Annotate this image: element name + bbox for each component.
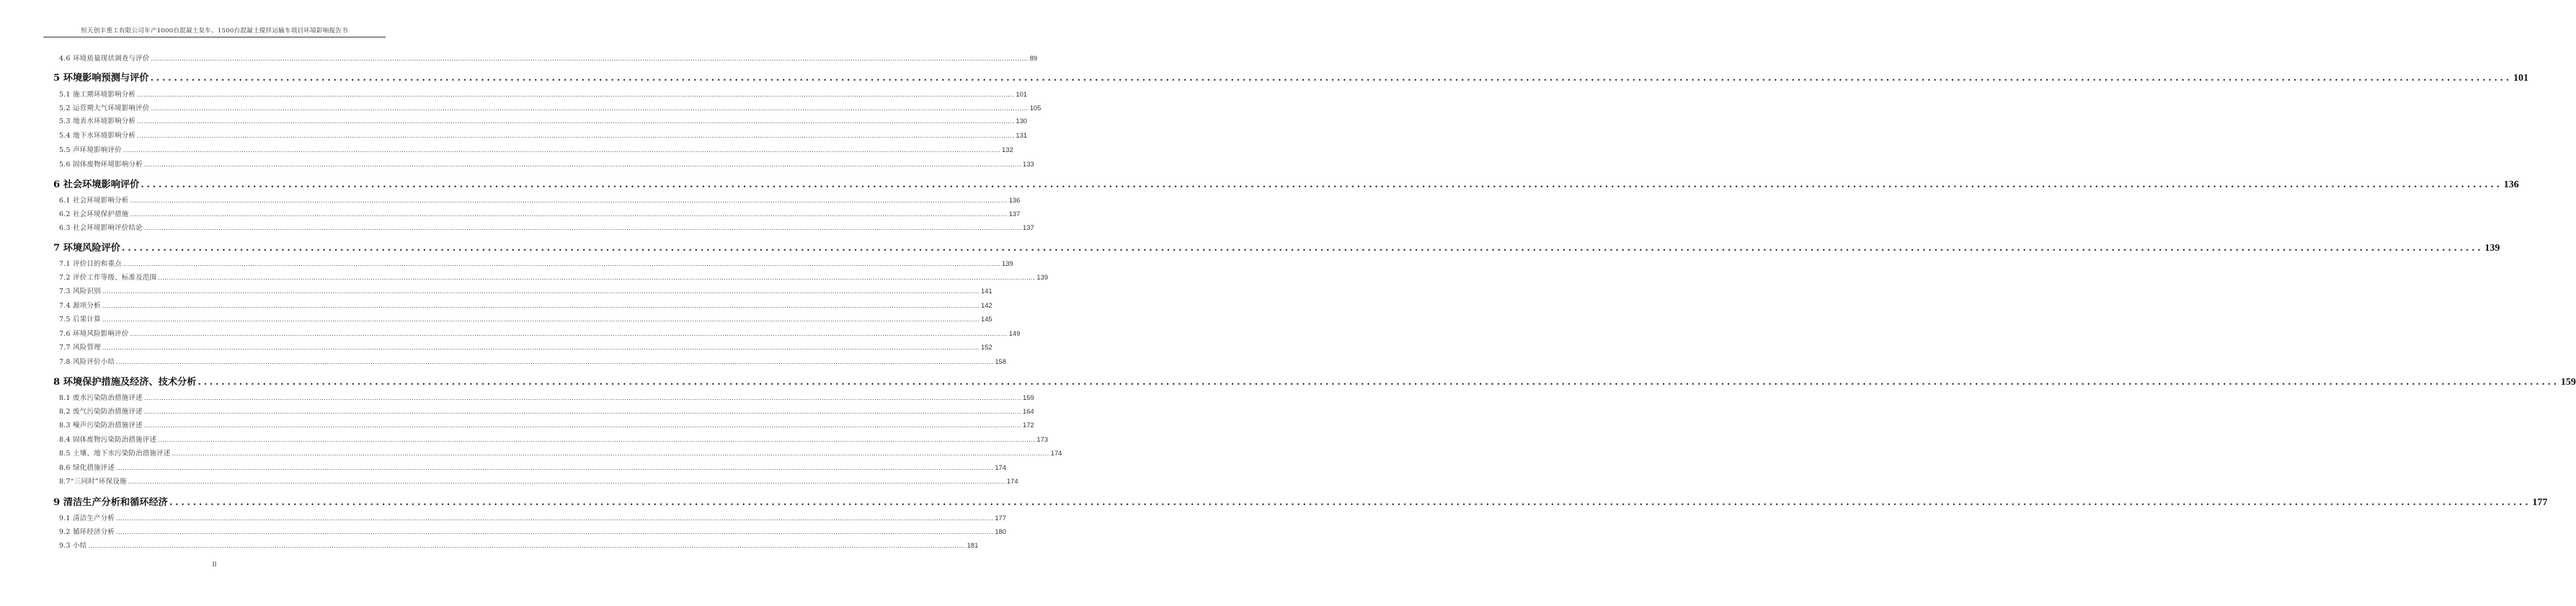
page-number: II <box>212 561 217 568</box>
toc-entry-page: 177 <box>995 514 1006 522</box>
toc-entry-page: 159 <box>1023 393 1034 401</box>
toc-entry-title: 7.7 风险管理 <box>59 344 101 352</box>
toc-dot-leader: ................................................................................................................................................................................................................................................................................................................................................................................................................ <box>143 225 1022 231</box>
toc-entry-page: 139 <box>1002 259 1013 267</box>
toc-dot-leader: ................................................................................................................................................................................................................................................................................................................................................................................................................ <box>143 409 1022 415</box>
toc-entry-title: 8 环境保护措施及经济、技术分析 <box>53 377 197 388</box>
toc-entry-page: 180 <box>995 527 1006 535</box>
toc-dot-leader: ................................................................................................................................................................................................................................................................................................................................................................................................................ <box>102 288 980 295</box>
toc-dot-leader: ................................................................................................................................................................................................................................................................................................................................................................................................................ <box>172 450 1049 457</box>
toc-dot-leader: ................................................................................................................................................................................................................................................................................................................................................................................................................ <box>128 478 1005 485</box>
toc-dot-leader: ................................................................................................................................................................................................................................................................................................................................................................................................................ <box>151 55 1029 62</box>
toc-section-entry[interactable] <box>59 540 979 550</box>
toc-entry-page: 139 <box>2484 243 2500 254</box>
toc-section-entry[interactable] <box>59 526 1006 536</box>
toc-entry-title: 5.1 施工期环境影响分析 <box>59 91 136 99</box>
toc-section-entry[interactable] <box>59 195 1021 205</box>
toc-entry-page: 159 <box>2560 377 2576 388</box>
toc-entry-title: 8.6 绿化措施评述 <box>59 464 115 472</box>
toc-entry-title: 8.2 废气污染防治措施评述 <box>59 408 143 416</box>
toc-entry-title: 6 社会环境影响评价 <box>53 179 140 190</box>
toc-section-entry[interactable] <box>59 208 1021 218</box>
toc-entry-page: 181 <box>967 541 979 549</box>
toc-dot-leader: ................................................................................................................................................................................................................................................................................................................................................................................................................ <box>137 92 1015 98</box>
toc-entry-title: 5.5 声环境影响评价 <box>59 146 122 154</box>
toc-entry-title: 7.2 评价工作等级、标准及范围 <box>59 274 157 282</box>
toc-section-entry[interactable] <box>59 406 1034 416</box>
toc-section-entry[interactable] <box>59 53 1038 63</box>
toc-entry-title: 7.5 后果计算 <box>59 316 101 324</box>
toc-dot-leader: ................................................................................................................................................................................................................................................................................................................................................................................................................ <box>102 303 980 309</box>
toc-dot-leader: ................................................................................................................................................................................................................................................................................................................................................................................................................ <box>143 161 1022 168</box>
toc-dot-leader: ................................................................................................................................................................................................................................................................................................................................................................................................................ <box>158 437 1036 443</box>
toc-entry-page: 136 <box>2503 179 2519 190</box>
toc-entry-page: 137 <box>1008 210 1021 218</box>
toc-entry-title: 5.6 固体废物环境影响分析 <box>59 161 143 169</box>
toc-entry-page: 142 <box>980 301 992 309</box>
toc-entry-title: 8.4 固体废物污染防治措施评述 <box>59 436 157 444</box>
toc-entry-title: 9.1 清洁生产分析 <box>59 514 115 522</box>
toc-entry-title: 5 环境影响预测与评价 <box>53 73 149 84</box>
toc-entry-page: 177 <box>2532 497 2548 508</box>
toc-dot-leader: ................................................................................................................................................................................................................................................................................................................................................................................................................ <box>130 211 1008 218</box>
toc-entry-page: 101 <box>1016 90 1028 98</box>
toc-dot-leader: ................................................................................................................................................................................................................................................................................................................................................................................................................ <box>143 395 1022 401</box>
toc-dot-leader: ................................................................................................................................................................................................................................................................................................................................................................................................................ <box>143 422 1022 429</box>
toc-section-entry[interactable] <box>59 356 1006 366</box>
toc-section-entry[interactable] <box>59 392 1034 402</box>
toc-entry-page: 164 <box>1023 407 1034 415</box>
toc-entry-title: 7.3 风险识别 <box>59 288 101 295</box>
toc-entry-title: 8.1 废水污染防治措施评述 <box>59 394 143 402</box>
toc-entry-page: 136 <box>1008 196 1021 204</box>
toc-section-entry[interactable] <box>59 328 1021 338</box>
toc-entry-page: 133 <box>1023 160 1034 168</box>
toc-entry-title: 9 清洁生产分析和循环经济 <box>53 497 168 508</box>
toc-section-entry[interactable] <box>59 476 1018 486</box>
toc-section-entry[interactable] <box>59 313 992 324</box>
toc-section-entry[interactable] <box>59 272 1049 282</box>
toc-entry-title: 5.4 地下水环境影响分析 <box>59 132 136 140</box>
toc-entry-page: 174 <box>995 463 1006 471</box>
toc-entry-title: 7 环境风险评价 <box>53 243 120 254</box>
toc-dot-leader: ................................................................................................................................................................................................................................................................................................................................................................................................................ <box>130 197 1008 204</box>
toc-section-entry[interactable] <box>59 222 1034 232</box>
toc-dot-leader: ................................................................................................................................................................................................................................................................................................................................................................................................................ <box>102 344 980 351</box>
toc-entry-page: 158 <box>995 357 1006 365</box>
toc-dot-leader: ................................................................................................................................................................................................................................................................................................................................................................................................................ <box>123 147 1001 153</box>
toc-entry-page: 173 <box>1036 435 1049 443</box>
toc-entry-page: 137 <box>1023 223 1034 231</box>
toc-entry-page: 145 <box>980 315 992 323</box>
toc-entry-title: 6.2 社会环境保护措施 <box>59 210 129 218</box>
toc-entry-page: 172 <box>1023 421 1034 429</box>
toc-entry-title: 4.6 环境质量现状调查与评价 <box>59 55 150 63</box>
toc-dot-leader: ................................................................................................................................................................................................................................................................................................................................................................................................................ <box>151 105 1029 112</box>
toc-dot-leader: ................................................................................................................................................................................................................................................................................................................................................................................................................ <box>102 316 980 323</box>
toc-entry-page: 149 <box>1008 329 1021 337</box>
toc-entry-title: 8.7“三同时”环保设施 <box>59 478 127 486</box>
toc-entry-page: 141 <box>980 287 992 295</box>
toc-section-entry[interactable] <box>59 419 1034 429</box>
toc-chapter-entry[interactable] <box>53 240 2500 254</box>
toc-chapter-entry[interactable] <box>53 70 2528 84</box>
toc-section-entry[interactable] <box>59 159 1034 169</box>
toc-section-entry[interactable] <box>59 115 1028 125</box>
toc-entry-page: 152 <box>980 343 992 351</box>
toc-entry-title: 7.6 环境风险影响评价 <box>59 330 129 338</box>
toc-entry-page: 101 <box>2513 73 2528 84</box>
toc-dot-leader: ................................................................................................................................................................................................................................................................................................................................................................................................................ <box>137 133 1015 139</box>
toc-section-entry[interactable] <box>59 102 1041 112</box>
toc-chapter-entry[interactable] <box>53 494 2548 509</box>
toc-entry-title: 7.8 风险评价小结 <box>59 358 115 366</box>
toc-section-entry[interactable] <box>59 258 1013 268</box>
toc-section-entry[interactable] <box>59 300 992 310</box>
toc-dot-leader: ................................................................................................................................................................................................................................................................................................................................................................................................................ <box>130 331 1008 337</box>
toc-dot-leader: ................................................................................................................................................................................................................................................................................................................................................................................................................ <box>116 529 994 535</box>
toc-section-entry[interactable] <box>59 144 1013 154</box>
toc-dot-leader: ................................................................................................................................................................................................................................................................................................................................................................................................................ <box>116 515 994 522</box>
toc-dot-leader: ................................................................................................................................................................................................................................................................................................................................................................................................................ <box>150 73 2512 84</box>
toc-dot-leader: ................................................................................................................................................................................................................................................................................................................................................................................................................ <box>121 243 2484 254</box>
toc-entry-page: 139 <box>1036 273 1049 281</box>
toc-section-entry[interactable] <box>59 434 1049 444</box>
toc-dot-leader: ................................................................................................................................................................................................................................................................................................................................................................................................................ <box>116 359 994 365</box>
toc-dot-leader: ................................................................................................................................................................................................................................................................................................................................................................................................................ <box>141 179 2502 190</box>
toc-dot-leader: ................................................................................................................................................................................................................................................................................................................................................................................................................ <box>158 275 1036 281</box>
toc-entry-title: 6.1 社会环境影响分析 <box>59 197 129 205</box>
toc-dot-leader: ................................................................................................................................................................................................................................................................................................................................................................................................................ <box>197 377 2559 388</box>
toc-entry-title: 5.3 地表水环境影响分析 <box>59 117 136 125</box>
toc-entry-title: 8.5 土壤、地下水污染防治措施评述 <box>59 450 171 458</box>
toc-chapter-entry[interactable] <box>53 177 2519 191</box>
toc-dot-leader: ................................................................................................................................................................................................................................................................................................................................................................................................................ <box>123 261 1001 267</box>
toc-entry-title: 7.4 源项分析 <box>59 302 101 310</box>
toc-chapter-entry[interactable] <box>53 374 2576 388</box>
toc-entry-page: 174 <box>1006 477 1018 485</box>
toc-section-entry[interactable] <box>59 447 1062 458</box>
toc-entry-page: 174 <box>1050 449 1062 457</box>
toc-section-entry[interactable] <box>59 285 992 295</box>
toc-entry-page: 131 <box>1016 131 1028 139</box>
toc-entry-title: 9.2 循环经济分析 <box>59 528 115 536</box>
toc-dot-leader: ................................................................................................................................................................................................................................................................................................................................................................................................................ <box>169 497 2531 508</box>
toc-section-entry[interactable] <box>59 89 1028 99</box>
toc-entry-title: 6.3 社会环境影响评价结论 <box>59 224 143 232</box>
toc-dot-leader: ................................................................................................................................................................................................................................................................................................................................................................................................................ <box>137 118 1015 125</box>
toc-section-entry[interactable] <box>59 462 1006 472</box>
toc-entry-title: 8.3 噪声污染防治措施评述 <box>59 422 143 429</box>
toc-entry-page: 130 <box>1016 117 1028 125</box>
toc-entry-page: 132 <box>1002 146 1013 153</box>
page-header: 恒天创丰重工有限公司年产1000台混凝土泵车、1500台混凝土搅拌运输车项目环境影响报告书 <box>81 27 348 35</box>
toc-dot-leader: ................................................................................................................................................................................................................................................................................................................................................................................................................ <box>116 465 994 471</box>
toc-entry-title: 9.3 小结 <box>59 542 87 550</box>
toc-entry-page: 105 <box>1029 104 1041 112</box>
toc-section-entry[interactable] <box>59 342 992 352</box>
toc-entry-title: 5.2 运营期大气环境影响评价 <box>59 104 150 112</box>
toc-entry-title: 7.1 评价目的和重点 <box>59 260 122 268</box>
toc-dot-leader: ................................................................................................................................................................................................................................................................................................................................................................................................................ <box>88 543 966 549</box>
toc-section-entry[interactable] <box>59 130 1028 140</box>
toc-entry-page: 89 <box>1029 54 1038 62</box>
toc-section-entry[interactable] <box>59 512 1006 522</box>
